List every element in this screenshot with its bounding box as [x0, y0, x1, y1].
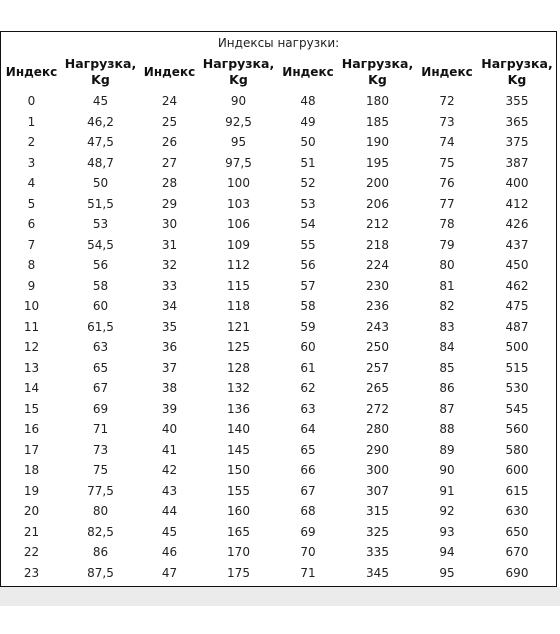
header-index: Индекс [421, 65, 473, 79]
table-caption: Индексы нагрузки: [217, 36, 340, 50]
table-row [1, 194, 556, 215]
index-cell: 66 [300, 463, 316, 478]
load-kg-cell: 365 [505, 114, 529, 129]
index-cell: 17 [23, 442, 40, 457]
index-cell: 7 [27, 237, 36, 252]
index-cell: 47 [161, 565, 178, 580]
index-cell: 43 [161, 483, 178, 498]
index-cell: 8 [27, 258, 36, 273]
table-row [1, 501, 556, 522]
load-kg-cell: 218 [366, 237, 389, 252]
load-kg-cell: 155 [227, 483, 250, 498]
index-cell: 70 [300, 545, 316, 560]
load-kg-cell: 45 [92, 94, 109, 109]
index-cell: 38 [161, 381, 178, 396]
index-cell: 2 [27, 135, 36, 150]
index-cell: 74 [439, 135, 455, 150]
index-cell: 10 [23, 299, 40, 314]
index-cell: 36 [161, 340, 178, 355]
index-cell: 23 [23, 565, 40, 580]
load-kg-cell: 375 [505, 135, 529, 150]
load-kg-cell: 307 [366, 483, 389, 498]
table-row [1, 419, 556, 440]
index-cell: 85 [439, 360, 455, 375]
load-kg-cell: 53 [92, 217, 109, 232]
index-cell: 45 [161, 524, 178, 539]
index-cell: 29 [161, 196, 178, 211]
index-cell: 93 [439, 524, 455, 539]
table-row [1, 214, 556, 235]
table-row [1, 112, 556, 133]
index-cell: 4 [27, 176, 36, 191]
load-kg-cell: 73 [92, 442, 109, 457]
load-kg-cell: 335 [366, 545, 389, 560]
index-cell: 58 [300, 299, 316, 314]
load-kg-cell: 51,5 [87, 196, 114, 211]
index-cell: 37 [161, 360, 178, 375]
index-cell: 1 [27, 114, 36, 129]
index-cell: 46 [161, 545, 178, 560]
load-kg-cell: 690 [505, 565, 529, 580]
index-cell: 33 [161, 278, 178, 293]
index-cell: 62 [300, 381, 316, 396]
index-cell: 31 [161, 237, 178, 252]
load-kg-cell: 58 [92, 278, 109, 293]
load-kg-cell: 195 [366, 155, 389, 170]
load-kg-cell: 54,5 [87, 237, 114, 252]
load-kg-cell: 140 [227, 422, 250, 437]
load-kg-cell: 530 [505, 381, 529, 396]
header-load-line2: Kg [368, 72, 387, 87]
index-cell: 87 [439, 401, 455, 416]
header-load-line2: Kg [91, 72, 110, 87]
load-kg-cell: 63 [92, 340, 109, 355]
load-kg-cell: 185 [366, 114, 389, 129]
load-kg-cell: 112 [227, 258, 250, 273]
table-row [1, 481, 556, 502]
index-cell: 12 [23, 340, 40, 355]
load-kg-cell: 265 [366, 381, 389, 396]
index-cell: 9 [27, 278, 36, 293]
load-kg-cell: 170 [227, 545, 250, 560]
load-kg-cell: 92,5 [225, 114, 252, 129]
index-cell: 44 [161, 504, 178, 519]
header-load [62, 53, 139, 91]
index-cell: 84 [439, 340, 455, 355]
load-index-table-frame [0, 31, 557, 587]
index-cell: 50 [300, 135, 316, 150]
load-kg-cell: 224 [366, 258, 389, 273]
load-kg-cell: 290 [366, 442, 389, 457]
table-row [1, 91, 556, 112]
index-cell: 75 [439, 155, 455, 170]
load-kg-cell: 60 [92, 299, 109, 314]
index-cell: 35 [161, 319, 178, 334]
load-kg-cell: 560 [505, 422, 529, 437]
index-cell: 40 [161, 422, 178, 437]
load-kg-cell: 80 [92, 504, 109, 519]
load-kg-cell: 48,7 [87, 155, 114, 170]
index-cell: 34 [161, 299, 178, 314]
load-kg-cell: 650 [505, 524, 529, 539]
index-cell: 55 [300, 237, 316, 252]
load-kg-cell: 462 [505, 278, 529, 293]
load-kg-cell: 95 [230, 135, 247, 150]
load-kg-cell: 580 [505, 442, 529, 457]
load-kg-cell: 121 [227, 319, 250, 334]
load-kg-cell: 125 [227, 340, 250, 355]
index-cell: 92 [439, 504, 455, 519]
load-kg-cell: 175 [227, 565, 250, 580]
load-kg-cell: 230 [366, 278, 389, 293]
table-row [1, 276, 556, 297]
load-kg-cell: 475 [505, 299, 529, 314]
load-kg-cell: 100 [227, 176, 250, 191]
load-kg-cell: 180 [366, 94, 389, 109]
load-kg-cell: 87,5 [87, 565, 114, 580]
load-kg-cell: 355 [505, 94, 529, 109]
load-kg-cell: 106 [227, 217, 250, 232]
index-cell: 73 [439, 114, 455, 129]
load-kg-cell: 86 [92, 545, 109, 560]
index-cell: 59 [300, 319, 316, 334]
index-cell: 42 [161, 463, 178, 478]
load-kg-cell: 145 [227, 442, 250, 457]
index-cell: 88 [439, 422, 455, 437]
index-cell: 79 [439, 237, 455, 252]
header-load [478, 53, 556, 91]
index-cell: 83 [439, 319, 455, 334]
load-kg-cell: 150 [227, 463, 250, 478]
table-row [1, 378, 556, 399]
index-cell: 67 [300, 483, 316, 498]
index-cell: 49 [300, 114, 316, 129]
load-kg-cell: 325 [366, 524, 389, 539]
load-kg-cell: 82,5 [87, 524, 114, 539]
index-cell: 63 [300, 401, 316, 416]
index-cell: 13 [23, 360, 40, 375]
table-row [1, 440, 556, 461]
load-kg-cell: 56 [92, 258, 109, 273]
load-kg-cell: 69 [92, 401, 109, 416]
table-row [1, 358, 556, 379]
index-cell: 56 [300, 258, 316, 273]
load-kg-cell: 160 [227, 504, 250, 519]
load-kg-cell: 136 [227, 401, 250, 416]
index-cell: 5 [27, 196, 36, 211]
load-kg-cell: 545 [505, 401, 529, 416]
index-cell: 41 [161, 442, 178, 457]
index-cell: 24 [161, 94, 178, 109]
header-load-line2: Kg [507, 72, 527, 87]
table-row [1, 337, 556, 358]
load-kg-cell: 400 [505, 176, 529, 191]
index-cell: 52 [300, 176, 316, 191]
table-row [1, 235, 556, 256]
index-cell: 76 [439, 176, 455, 191]
table-row [1, 173, 556, 194]
load-kg-cell: 97,5 [225, 155, 252, 170]
index-cell: 89 [439, 442, 455, 457]
index-cell: 14 [23, 381, 40, 396]
bottom-gray-band [0, 587, 560, 606]
index-cell: 80 [439, 258, 455, 273]
load-kg-cell: 61,5 [87, 319, 114, 334]
load-kg-cell: 615 [505, 483, 529, 498]
index-cell: 6 [27, 217, 36, 232]
load-kg-cell: 50 [92, 176, 109, 191]
index-cell: 28 [161, 176, 178, 191]
load-kg-cell: 280 [366, 422, 389, 437]
load-kg-cell: 450 [505, 258, 529, 273]
header-load-line1: Нагрузка, [64, 56, 137, 71]
index-cell: 39 [161, 401, 178, 416]
header-load-line1: Нагрузка, [202, 56, 275, 71]
load-kg-cell: 670 [505, 545, 529, 560]
index-cell: 16 [23, 422, 40, 437]
index-cell: 71 [300, 565, 316, 580]
load-kg-cell: 257 [366, 360, 389, 375]
header-index: Индекс [5, 65, 58, 79]
load-kg-cell: 165 [227, 524, 250, 539]
index-cell: 68 [300, 504, 316, 519]
index-cell: 86 [439, 381, 455, 396]
table-row [1, 460, 556, 481]
index-cell: 65 [300, 442, 316, 457]
table-row [1, 255, 556, 276]
load-kg-cell: 387 [505, 155, 529, 170]
table-row [1, 132, 556, 153]
load-kg-cell: 426 [505, 217, 529, 232]
load-kg-cell: 250 [366, 340, 389, 355]
index-cell: 54 [300, 217, 316, 232]
header-load-line1: Нагрузка, [481, 56, 553, 71]
load-kg-cell: 236 [366, 299, 389, 314]
index-cell: 27 [161, 155, 178, 170]
index-cell: 61 [300, 360, 316, 375]
index-cell: 11 [23, 319, 40, 334]
index-cell: 78 [439, 217, 455, 232]
load-kg-cell: 75 [92, 463, 109, 478]
index-cell: 22 [23, 545, 40, 560]
load-kg-cell: 206 [366, 196, 389, 211]
index-cell: 64 [300, 422, 316, 437]
index-cell: 32 [161, 258, 178, 273]
index-cell: 26 [161, 135, 178, 150]
load-kg-cell: 487 [505, 319, 529, 334]
load-kg-cell: 132 [227, 381, 250, 396]
table-row [1, 399, 556, 420]
index-cell: 53 [300, 196, 316, 211]
load-kg-cell: 65 [92, 360, 109, 375]
load-kg-cell: 118 [227, 299, 250, 314]
index-cell: 25 [161, 114, 178, 129]
load-kg-cell: 190 [366, 135, 389, 150]
index-cell: 91 [439, 483, 455, 498]
load-kg-cell: 300 [366, 463, 389, 478]
table-row [1, 522, 556, 543]
load-kg-cell: 46,2 [87, 114, 114, 129]
load-kg-cell: 77,5 [87, 483, 114, 498]
index-cell: 81 [439, 278, 455, 293]
index-cell: 20 [23, 504, 40, 519]
load-kg-cell: 315 [366, 504, 389, 519]
load-kg-cell: 103 [227, 196, 250, 211]
table-row [1, 563, 556, 584]
index-cell: 19 [23, 483, 40, 498]
index-cell: 21 [23, 524, 40, 539]
load-kg-cell: 437 [505, 237, 529, 252]
load-kg-cell: 109 [227, 237, 250, 252]
load-kg-cell: 600 [505, 463, 529, 478]
load-kg-cell: 500 [505, 340, 529, 355]
load-kg-cell: 630 [505, 504, 529, 519]
load-kg-cell: 243 [366, 319, 389, 334]
load-index-table [1, 53, 556, 583]
index-cell: 3 [27, 155, 36, 170]
table-row [1, 153, 556, 174]
index-cell: 60 [300, 340, 316, 355]
header-index: Индекс [282, 65, 334, 79]
index-cell: 0 [27, 94, 36, 109]
header-load-line1: Нагрузка, [341, 56, 414, 71]
table-row [1, 296, 556, 317]
index-cell: 51 [300, 155, 316, 170]
load-kg-cell: 71 [92, 422, 109, 437]
table-row [1, 542, 556, 563]
index-cell: 69 [300, 524, 316, 539]
header-load [200, 53, 277, 91]
header-load-line2: Kg [229, 72, 248, 87]
index-cell: 94 [439, 545, 455, 560]
index-cell: 15 [23, 401, 40, 416]
load-kg-cell: 412 [505, 196, 529, 211]
table-row [1, 317, 556, 338]
index-cell: 18 [23, 463, 40, 478]
table-body [1, 91, 556, 583]
index-cell: 48 [300, 94, 316, 109]
load-kg-cell: 128 [227, 360, 250, 375]
header-row [1, 53, 556, 91]
index-cell: 90 [439, 463, 455, 478]
load-kg-cell: 212 [366, 217, 389, 232]
header-index: Индекс [143, 65, 196, 79]
index-cell: 57 [300, 278, 316, 293]
load-kg-cell: 345 [366, 565, 389, 580]
index-cell: 82 [439, 299, 455, 314]
load-kg-cell: 67 [92, 381, 109, 396]
load-kg-cell: 90 [230, 94, 247, 109]
load-kg-cell: 515 [505, 360, 529, 375]
header-load [339, 53, 416, 91]
load-kg-cell: 47,5 [87, 135, 114, 150]
load-kg-cell: 272 [366, 401, 389, 416]
load-kg-cell: 200 [366, 176, 389, 191]
load-kg-cell: 115 [227, 278, 250, 293]
index-cell: 95 [439, 565, 455, 580]
index-cell: 30 [161, 217, 178, 232]
index-cell: 77 [439, 196, 455, 211]
index-cell: 72 [439, 94, 455, 109]
